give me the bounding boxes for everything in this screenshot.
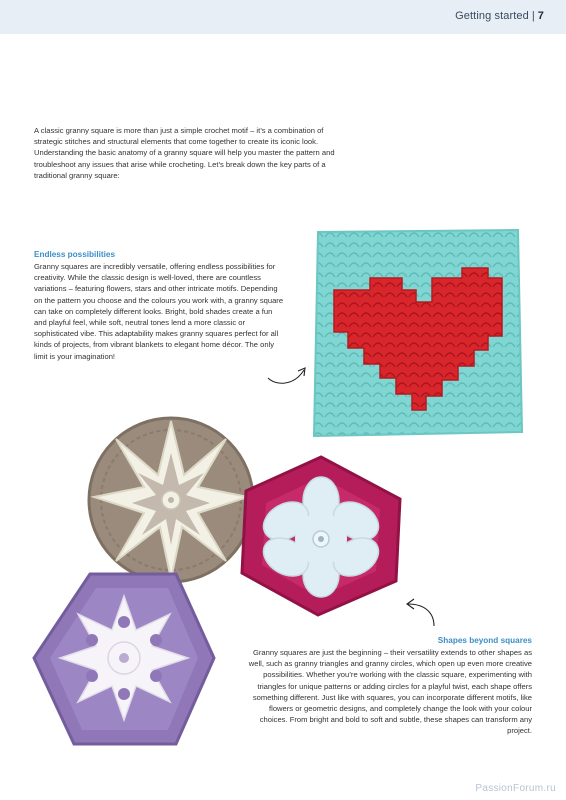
watermark-logo: PassionForum.ru [475, 783, 556, 794]
endless-possibilities-heading: Endless possibilities [34, 250, 115, 259]
arrow-to-hexagon-icon [400, 596, 442, 632]
shapes-beyond-squares-body: Granny squares are just the beginning – their versatility extends to other shapes as well, such as granny triangles and granny circles, which open up even more creative possibilities. Whether you’re working with the classic square, experimenting with triangles for unique patterns or adding circles for a playful twist, each shape offers something different. Just like with squares, you can incorporate different motifs, like flowers or geometric designs, and completely change the look with your colour choices. From bright and bold to soft and subtle, these shapes can transform any project. [248, 648, 532, 736]
page-number: 7 [537, 10, 544, 22]
arrow-to-heart-square-icon [262, 360, 312, 390]
flower-granny-hexagon-image [236, 455, 406, 617]
header-separator: | [531, 10, 535, 22]
section-name: Getting started [455, 10, 529, 22]
intro-paragraph: A classic granny square is more than just a simple crochet motif – it’s a combination of strategic stitches and structural elements that come together to create its iconic look. Understanding the basic anatomy of a granny square will help you master the pattern and troubleshoot any issues that arise while crocheting. Let’s break down the key parts of a traditional granny square: [34, 126, 335, 180]
heart-granny-square-image [312, 228, 524, 438]
star-granny-circle-image [86, 415, 256, 585]
endless-possibilities-body: Granny squares are incredibly versatile, offering endless possibilities for creativity. While the classic design is well-loved, there are countless variations – featuring flowers, stars and other intricate motifs. Depending on the pattern you choose and the colours you work with, a granny square can take on completely different looks. Bright, bold shades create a fun and playful feel, while soft, neutral tones lend a more classic or sophisticated vibe. This adaptability makes granny squares perfect for all kinds of projects, from vibrant blankets to elegant home décor. The only limit is your imagination! [34, 262, 284, 361]
snowflake-granny-hexagon-image [30, 570, 218, 748]
shapes-beyond-squares-heading: Shapes beyond squares [437, 636, 532, 645]
running-header [455, 10, 544, 22]
